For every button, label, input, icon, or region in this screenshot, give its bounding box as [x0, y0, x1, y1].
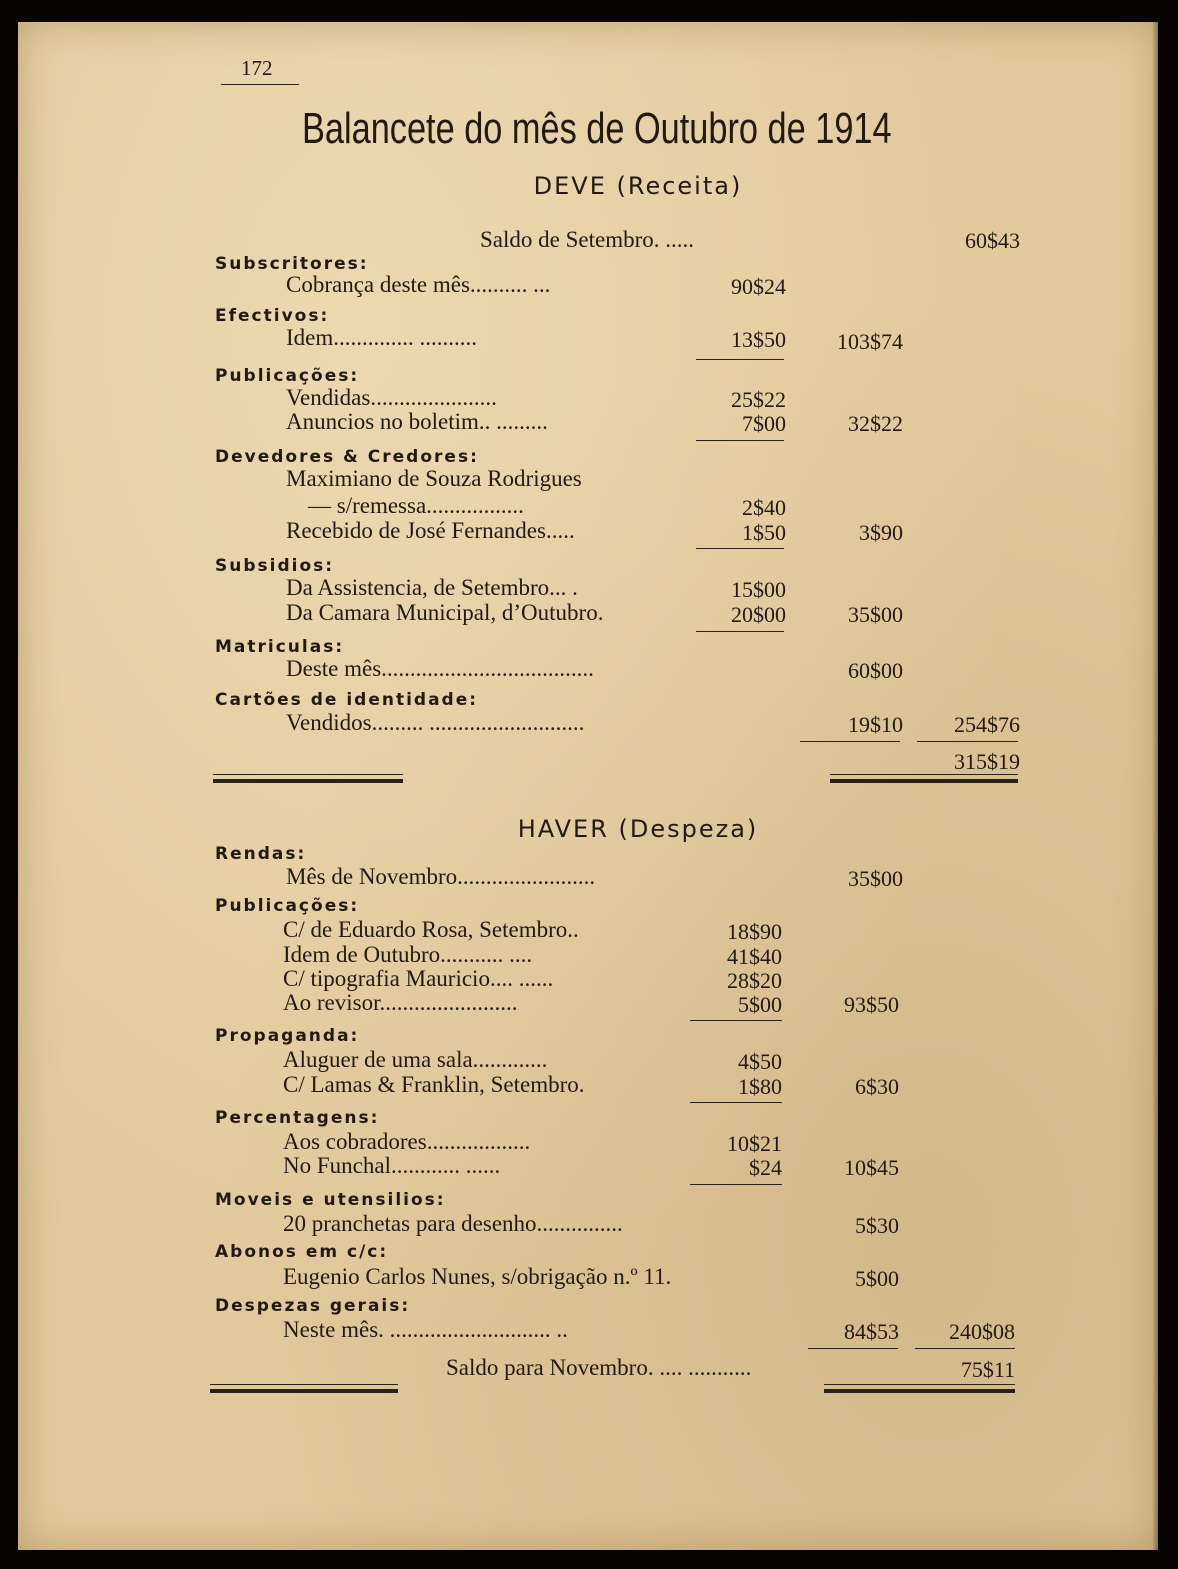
saldo-novembro-value: 75$11	[960, 1357, 1015, 1382]
double-rule	[824, 1389, 1015, 1393]
item-remessa: — s/remessa.................	[308, 493, 524, 518]
value-lamas-franklin: 1$80	[738, 1074, 782, 1099]
subtotal-devedores: 3$90	[859, 520, 903, 545]
value-cartoes: 19$10	[848, 712, 903, 737]
subtotal-publicacoes-haver: 93$50	[844, 992, 899, 1017]
value-revisor: 5$00	[738, 992, 782, 1017]
rule	[696, 440, 784, 441]
saldo-setembro-label: Saldo de Setembro. .....	[480, 227, 694, 252]
value-recebido: 1$50	[742, 520, 786, 545]
item-cobranca: Cobrança deste mês.......... ...	[286, 272, 551, 297]
category-percentagens: Percentagens:	[215, 1108, 380, 1128]
rule	[824, 1384, 1015, 1385]
item-cobradores: Aos cobradores..................	[283, 1129, 531, 1154]
category-devedores: Devedores & Credores:	[215, 447, 479, 467]
deve-heading: DEVE (Receita)	[533, 172, 743, 200]
item-aluguer: Aluguer de uma sala.............	[283, 1047, 548, 1072]
grand-total-receita: 315$19	[954, 749, 1020, 774]
item-assistencia: Da Assistencia, de Setembro... .	[286, 575, 578, 600]
double-rule	[213, 779, 403, 783]
ledger-page	[18, 22, 1158, 1550]
value-matriculas: 60$00	[848, 658, 903, 683]
value-vendidas: 25$22	[731, 387, 786, 412]
value-eduardo-rosa: 18$90	[727, 919, 782, 944]
subtotal-percentagens: 10$45	[844, 1155, 899, 1180]
item-deste-mes: Deste mês.....................................	[286, 656, 594, 681]
subtotal-propaganda: 6$30	[855, 1074, 899, 1099]
category-publicacoes-haver: Publicações:	[215, 896, 360, 916]
item-novembro: Mês de Novembro........................	[286, 864, 596, 889]
haver-heading: HAVER (Despeza)	[517, 815, 759, 843]
value-tipografia: 28$20	[727, 968, 782, 993]
rule	[690, 1102, 782, 1103]
item-maximiano: Maximiano de Souza Rodrigues	[286, 466, 582, 491]
rule	[696, 359, 784, 360]
saldo-setembro-value: 60$43	[965, 228, 1020, 253]
category-despezas: Despezas gerais:	[215, 1296, 411, 1316]
item-idem-outubro: Idem de Outubro........... ....	[283, 942, 533, 967]
item-efectivos-idem: Idem.............. ..........	[286, 325, 478, 350]
category-subsidios: Subsidios:	[215, 556, 335, 576]
value-anuncios: 7$00	[742, 411, 786, 436]
category-efectivos: Efectivos:	[215, 306, 330, 326]
page-number-rule	[221, 84, 299, 85]
rule	[690, 1184, 782, 1185]
item-recebido: Recebido de José Fernandes.....	[286, 518, 575, 543]
item-eugenio: Eugenio Carlos Nunes, s/obrigação n.º 11.	[283, 1264, 672, 1289]
page-title: Balancete do mês de Outubro de 1914	[302, 104, 892, 153]
saldo-novembro-label: Saldo para Novembro. .... ...........	[446, 1355, 752, 1380]
rule	[696, 548, 784, 549]
rule	[690, 1020, 782, 1021]
rule	[800, 741, 900, 742]
value-camara: 20$00	[731, 602, 786, 627]
double-rule	[830, 779, 1018, 783]
subtotal-publicacoes: 32$22	[848, 411, 903, 436]
item-camara: Da Camara Municipal, d’Outubro.	[286, 600, 604, 625]
binding-edge	[1152, 0, 1178, 1569]
item-lamas-franklin: C/ Lamas & Franklin, Setembro.	[283, 1072, 585, 1097]
item-vendidas: Vendidas......................	[286, 385, 497, 410]
rule	[917, 741, 1018, 742]
total-despeza: 240$08	[949, 1319, 1015, 1344]
rule	[210, 1384, 398, 1385]
category-subscritores: Subscritores:	[215, 254, 369, 274]
double-rule	[210, 1389, 398, 1393]
subtotal-subsidios: 35$00	[848, 602, 903, 627]
category-rendas: Rendas:	[215, 844, 307, 864]
item-funchal: No Funchal............ ......	[283, 1153, 501, 1178]
category-abonos: Abonos em c/c:	[215, 1242, 389, 1262]
item-eduardo-rosa: C/ de Eduardo Rosa, Setembro..	[283, 917, 579, 942]
category-propaganda: Propaganda:	[215, 1026, 360, 1046]
value-cobranca: 90$24	[731, 274, 786, 299]
category-publicacoes: Publicações:	[215, 366, 360, 386]
value-rendas: 35$00	[848, 866, 903, 891]
item-tipografia: C/ tipografia Mauricio.... ......	[283, 966, 554, 991]
category-matriculas: Matriculas:	[215, 637, 345, 657]
item-cartoes-vendidos: Vendidos......... ...........................	[286, 710, 585, 735]
category-moveis: Moveis e utensilios:	[215, 1190, 446, 1210]
value-remessa: 2$40	[742, 495, 786, 520]
value-aluguer: 4$50	[738, 1049, 782, 1074]
value-assistencia: 15$00	[731, 577, 786, 602]
category-cartoes: Cartões de identidade:	[215, 690, 479, 710]
value-funchal: $24	[749, 1155, 782, 1180]
item-revisor: Ao revisor........................	[283, 990, 518, 1015]
item-neste-mes: Neste mês. ............................ ..	[283, 1317, 568, 1342]
item-anuncios: Anuncios no boletim.. .........	[286, 409, 548, 434]
item-pranchetas: 20 pranchetas para desenho...............	[283, 1211, 623, 1236]
rule	[830, 774, 1018, 775]
rule	[915, 1348, 1015, 1349]
value-despezas: 84$53	[844, 1319, 899, 1344]
rule	[696, 631, 784, 632]
value-idem-outubro: 41$40	[727, 944, 782, 969]
rule	[213, 774, 403, 775]
subtotal-subscritores: 103$74	[837, 329, 903, 354]
value-efectivos-idem: 13$50	[731, 327, 786, 352]
page-number: 172	[241, 56, 273, 80]
value-moveis: 5$30	[855, 1213, 899, 1238]
rule	[808, 1348, 898, 1349]
value-cobradores: 10$21	[727, 1131, 782, 1156]
total-receita: 254$76	[954, 712, 1020, 737]
value-abonos: 5$00	[855, 1266, 899, 1291]
